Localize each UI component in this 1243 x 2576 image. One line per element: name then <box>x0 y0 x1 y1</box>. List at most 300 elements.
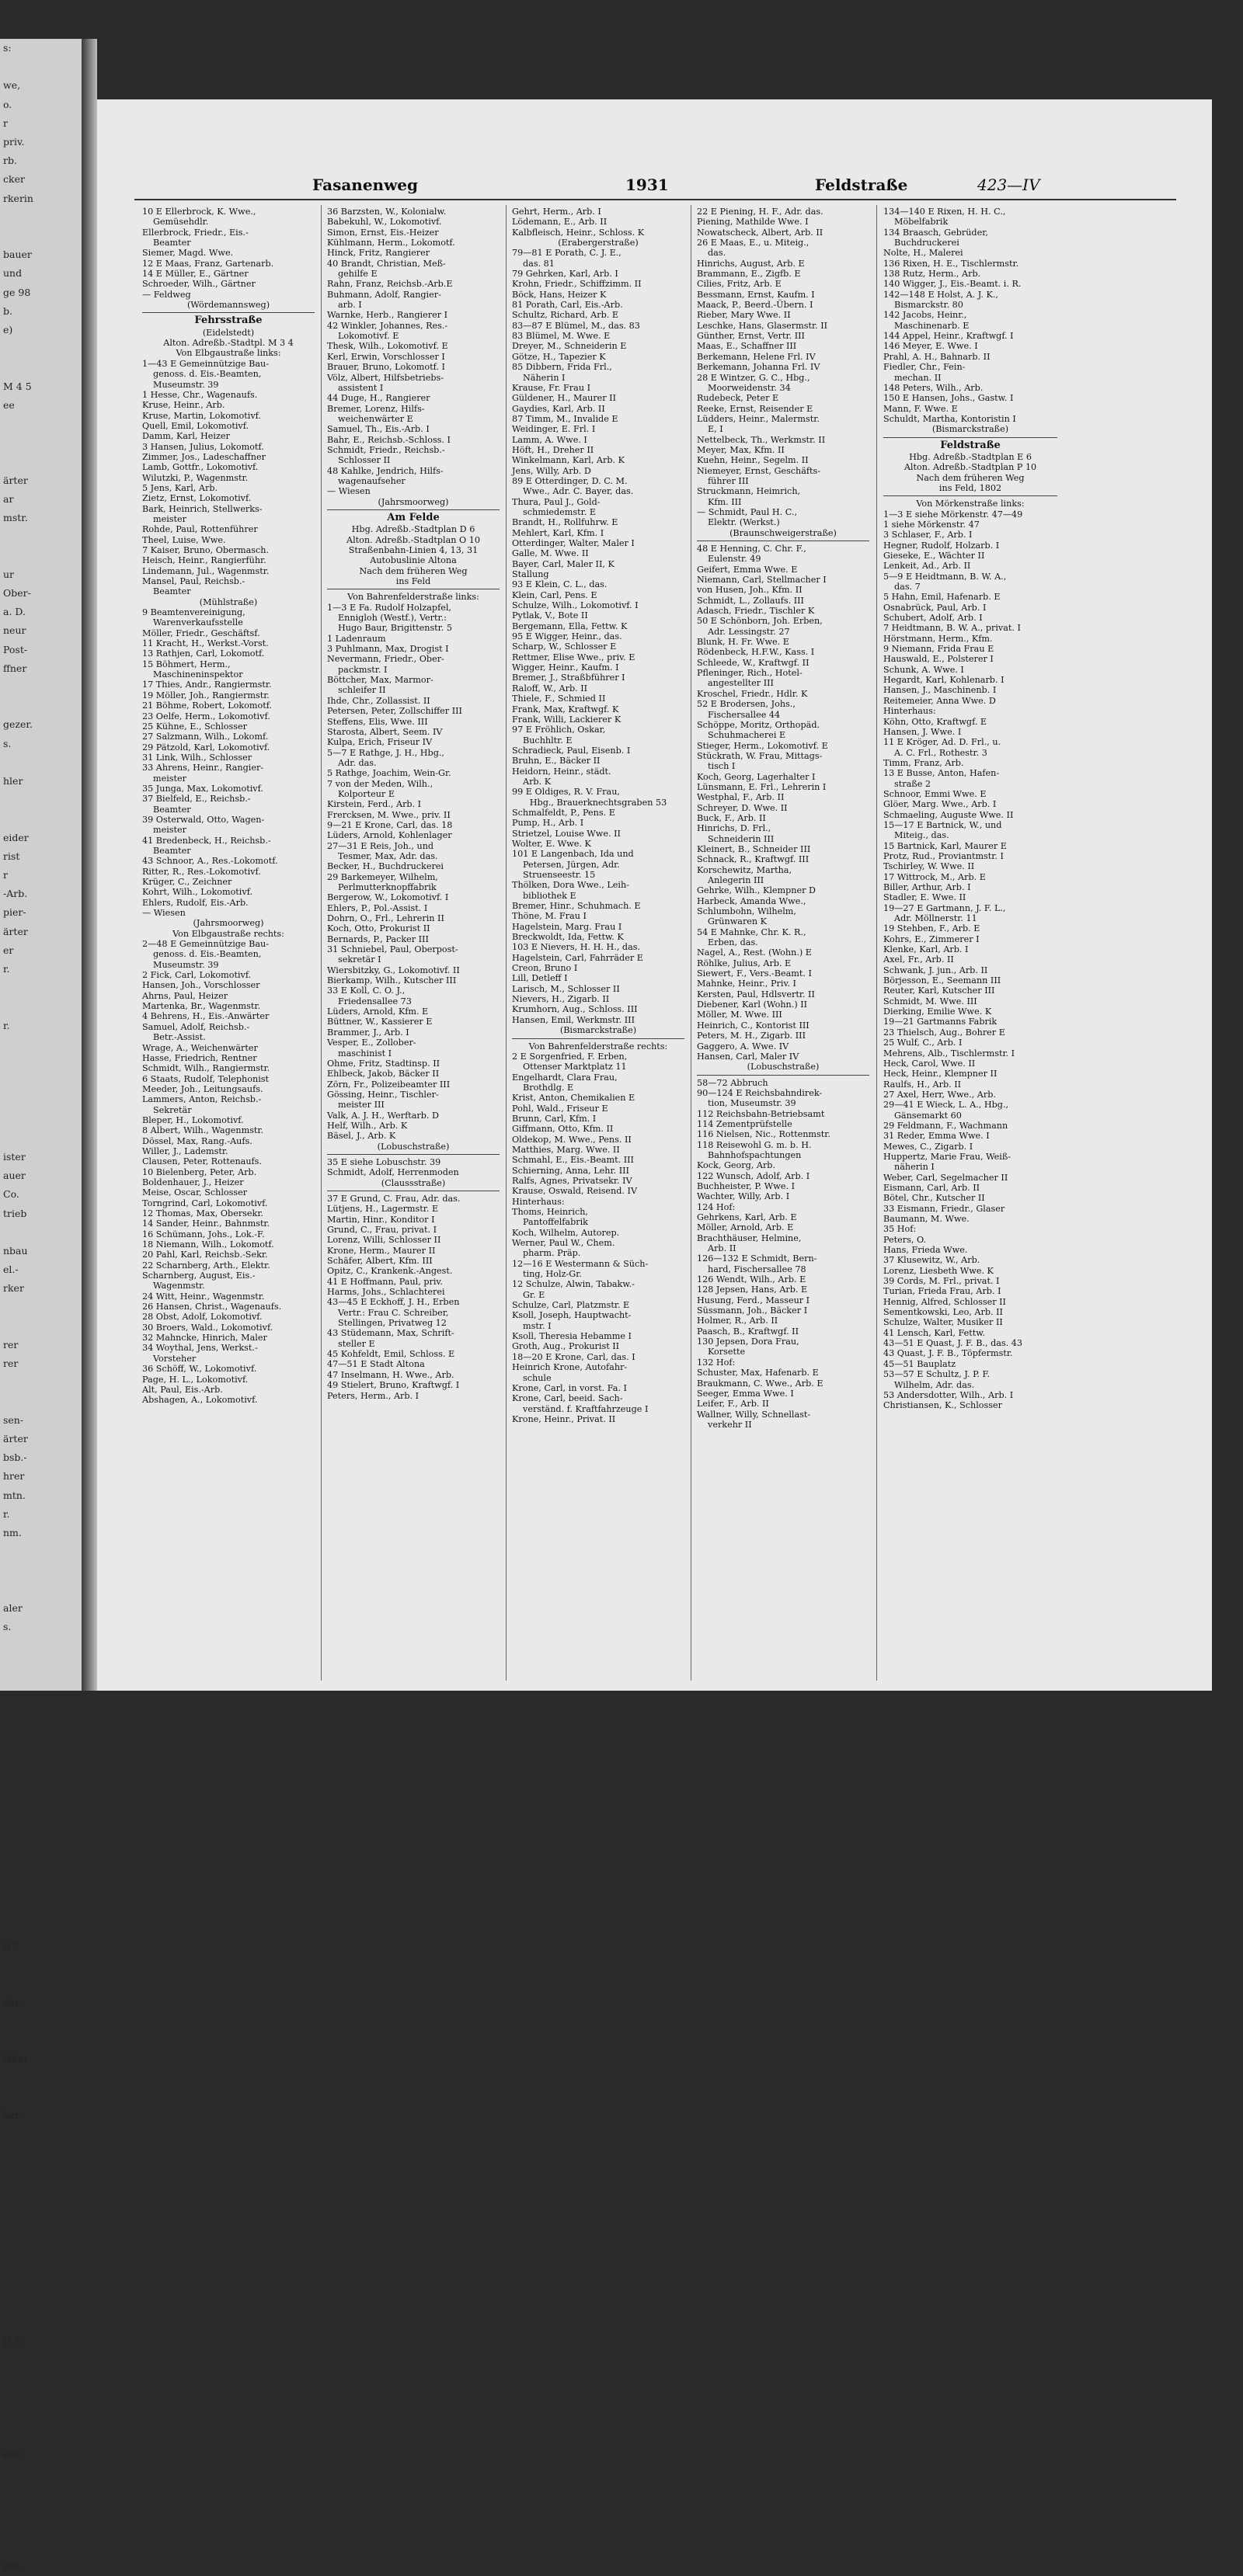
directory-entry: Buhmann, Adolf, Rangier- <box>327 289 441 300</box>
directory-entry: Mahnke, Heinr., Priv. I <box>697 979 796 989</box>
directory-entry: 2 Fick, Carl, Lokomotivf. <box>142 970 252 981</box>
directory-entry: Börjesson, E., Seemann III <box>883 975 1001 986</box>
directory-entry: 118 Reisewohl G. m. b. H. <box>697 1139 812 1150</box>
directory-entry: Becker, H., Buchdruckerei <box>327 861 444 872</box>
directory-entry: Diebener, Karl (Wohn.) II <box>697 999 808 1010</box>
directory-entry: Meise, Oscar, Schlosser <box>142 1187 248 1198</box>
directory-entry: 28 Obst, Adolf, Lokomotivf. <box>142 1312 263 1323</box>
entry-continuation: Arb. II <box>708 1243 736 1254</box>
directory-entry: Valk, A. J. H., Werftarb. D <box>327 1110 439 1121</box>
directory-entry: Koch, Georg, Lagerhalter I <box>697 771 816 782</box>
directory-entry: Frank, Max, Kraftwgf. K <box>512 704 619 714</box>
fragment-line: ge 98 <box>3 286 31 298</box>
directory-entry: Kühlmann, Herm., Lokomotf. <box>327 238 455 249</box>
fragment-line: r. <box>3 962 10 975</box>
entry-continuation: das. 81 <box>523 258 555 269</box>
fragment-line <box>0 678 82 697</box>
directory-entry: 14 Sander, Heinr., Bahnmstr. <box>142 1218 270 1229</box>
directory-entry: 29 Feldmann, F., Wachmann <box>883 1120 1008 1131</box>
fragment-line: B 7 <box>3 1940 20 1952</box>
directory-entry: Zörn, Fr., Polizeibeamter III <box>327 1079 451 1090</box>
fragment-line: r. <box>3 1507 10 1520</box>
directory-entry: Bahr, E., Reichsb.-Schloss. I <box>327 434 451 445</box>
entry-continuation: Kfm. III <box>708 496 742 507</box>
directory-entry: 85 Dibbern, Frida Frl., <box>512 362 612 373</box>
street-note: Alton. Adreßb.-Stadtpl. M 3 4 <box>163 338 294 349</box>
directory-entry: 47—51 E Stadt Altona <box>327 1359 425 1370</box>
directory-entry: 4 Behrens, H., Eis.-Anwärter <box>142 1011 270 1022</box>
fragment-line: rkerin <box>3 192 33 204</box>
fragment-line: ärter <box>3 474 28 486</box>
directory-entry: 81 Porath, Carl, Eis.-Arb. <box>512 300 623 311</box>
directory-entry: Kirstein, Ferd., Arb. I <box>327 799 422 810</box>
directory-entry: Hegner, Rudolf, Holzarb. I <box>883 540 1000 551</box>
directory-entry: 9—21 E Krone, Carl, das. 18 <box>327 819 453 830</box>
fragment-line: ee <box>3 398 15 411</box>
entry-continuation: Stellingen, Privatweg 12 <box>338 1318 447 1329</box>
entry-continuation: Kolporteur E <box>338 788 395 799</box>
fragment-line <box>0 997 82 1016</box>
fragment-line <box>0 2351 82 2369</box>
directory-entry: 134—140 E Rixen, H. H. C., <box>883 207 1006 217</box>
directory-entry: Wigger, Heinr., Kaufm. I <box>512 662 619 673</box>
directory-entry: 30 Broers, Wald., Lokomotivf. <box>142 1322 273 1333</box>
directory-entry: Hagelstein, Carl, Fahrräder E <box>512 952 643 963</box>
fragment-line <box>0 2388 82 2407</box>
fragment-line: ur <box>3 568 15 580</box>
directory-entry: Lüders, Arnold, Kohlenlager <box>327 830 452 841</box>
directory-entry: 19—21 Gartmanns Fabrik <box>883 1017 998 1027</box>
directory-entry: Westphal, F., Arb. II <box>697 792 785 803</box>
directory-entry: 39 Osterwald, Otto, Wagen- <box>142 814 265 825</box>
directory-entry: Axel, Fr., Arb. II <box>883 954 954 965</box>
directory-entry: Schradieck, Paul, Eisenb. I <box>512 745 631 756</box>
directory-entry: Grund, C., Frau, privat. I <box>327 1225 437 1235</box>
directory-entry: Lenkeit, Ad., Arb. II <box>883 561 971 572</box>
directory-entry: Bessmann, Ernst, Kaufm. I <box>697 289 815 300</box>
directory-entry: Kuehn, Heinr., Segelm. II <box>697 455 809 466</box>
directory-entry: Wilutzki, P., Wagenmstr. <box>142 472 249 483</box>
fragment-line: rer <box>3 1339 19 1351</box>
directory-entry: Dreyer, M., Schneiderin E <box>512 341 627 352</box>
directory-entry: 25 Kühne, E., Schlosser <box>142 721 247 732</box>
fragment-line <box>0 358 82 377</box>
directory-entry: Thura, Paul J., Gold- <box>512 496 601 507</box>
directory-entry: Mewes, C., Zigarb. I <box>883 1141 973 1152</box>
directory-entry: 36 Schöff, W., Lokomotivf. <box>142 1364 257 1375</box>
entry-continuation: E, I <box>708 424 723 435</box>
directory-entry: 33 Ahrens, Heinr., Rangier- <box>142 763 264 773</box>
directory-entry: Matthies, Marg. Wwe. II <box>512 1144 620 1155</box>
entry-continuation: Warenverkaufsstelle <box>153 617 243 628</box>
entry-continuation: Friedensallee 73 <box>338 996 412 1006</box>
entry-continuation: arb. I <box>338 300 362 311</box>
street-note: Nach dem früheren Weg <box>916 472 1025 483</box>
directory-entry: Wrage, A., Weichenwärter <box>142 1042 258 1053</box>
directory-entry: 9 Beamtenvereinigung, <box>142 607 245 618</box>
fragment-line <box>0 1749 82 1768</box>
street-heading: Am Felde <box>387 511 440 523</box>
directory-entry: 1—3 E Fa. Rudolf Holzapfel, <box>327 602 451 613</box>
directory-entry: — Wiesen <box>142 908 186 919</box>
directory-entry: 37 Klusewitz, W., Arb. <box>883 1255 980 1266</box>
directory-entry: 142 Jacobs, Heinr., <box>883 310 967 321</box>
directory-entry: Kerl, Erwin, Vorschlosser I <box>327 351 445 362</box>
directory-entry: Ritter, R., Res.-Lokomotivf. <box>142 866 261 877</box>
fragment-line: mstr. <box>3 512 28 524</box>
street-note: (Wördemannsweg) <box>186 300 270 311</box>
directory-entry: 43 Stüdemann, Max, Schrift- <box>327 1328 454 1339</box>
fragment-line <box>0 1730 82 1749</box>
directory-entry: Fiedler, Chr., Fein- <box>883 362 966 373</box>
directory-entry: Bark, Heinrich, Stellwerks- <box>142 503 263 514</box>
fragment-line: ister <box>3 1150 26 1163</box>
directory-entry: 5 Jens, Karl, Arb. <box>142 482 218 493</box>
entry-continuation: verkehr II <box>708 1419 752 1430</box>
fragment-line <box>0 1129 82 1148</box>
directory-entry: 41 E Hoffmann, Paul, priv. <box>327 1276 443 1287</box>
directory-entry: Korschewitz, Martha, <box>697 864 792 875</box>
directory-entry: Schmaeling, Auguste Wwe. II <box>883 809 1014 820</box>
entry-continuation: Sekretär <box>153 1104 192 1115</box>
directory-entry: Lammers, Anton, Reichsb.- <box>142 1094 262 1105</box>
directory-entry: Peters, Herm., Arb. I <box>327 1390 420 1401</box>
street-note: Hbg. Adreßb.-Stadtplan D 6 <box>351 524 475 535</box>
directory-entry: 7 Heidtmann, B. W. A., privat. I <box>883 623 1021 634</box>
directory-entry: Wallner, Willy, Schnellast- <box>697 1409 811 1420</box>
directory-entry: Creon, Bruno I <box>512 963 578 974</box>
entry-continuation: Lokomotivf. E <box>338 331 399 342</box>
fragment-line <box>0 452 82 471</box>
directory-entry: Mehrens, Alb., Tischlermstr. I <box>883 1048 1015 1059</box>
entry-continuation: Gemüsehdlr. <box>153 217 209 228</box>
directory-entry: 12—16 E Westermann & Süch- <box>512 1258 649 1269</box>
directory-entry: Kruse, Martin, Lokomotivf. <box>142 410 261 421</box>
fragment-line: sen- <box>3 1413 24 1426</box>
directory-entry: Brandt, H., Rollfuhrw. E <box>512 517 618 528</box>
directory-entry: Ralfs, Agnes, Privatsekr. IV <box>512 1175 632 1186</box>
directory-entry: Leifer, F., Arb. II <box>697 1399 769 1410</box>
directory-entry: — Wiesen <box>327 486 371 497</box>
entry-continuation: Näherin I <box>523 372 566 383</box>
directory-entry: Bayer, Carl, Maler II, K <box>512 558 615 569</box>
directory-entry: Dössel, Max, Rang.-Aufs. <box>142 1135 252 1146</box>
directory-entry: Gössing, Heinr., Tischler- <box>327 1089 439 1100</box>
directory-entry: Hinterhaus: <box>512 1196 565 1207</box>
directory-entry: Kersten, Paul, Hdlsvertr. II <box>697 989 815 999</box>
directory-entry: Martin, Hinr., Konditor I <box>327 1214 435 1225</box>
header-page-number: 423—IV <box>977 176 1040 194</box>
directory-entry: 37 E Grund, C. Frau, Adr. das. <box>327 1193 461 1204</box>
directory-entry: 2—48 E Gemeinnützige Bau- <box>142 939 269 950</box>
directory-entry: Turian, Frieda Frau, Arb. I <box>883 1286 1001 1297</box>
directory-entry: Ahrns, Paul, Heizer <box>142 990 228 1001</box>
directory-entry: Frercksen, M. Wwe., priv. II <box>327 809 451 820</box>
directory-entry: Werner, Paul W., Chem. <box>512 1238 615 1249</box>
directory-page <box>97 99 1212 1691</box>
fragment-line <box>0 1975 82 1994</box>
directory-entry: Bernards, P., Packer III <box>327 933 429 944</box>
column-4 <box>697 207 869 1682</box>
directory-entry: 116 Nielsen, Nic., Rottenmstr. <box>697 1129 830 1140</box>
directory-entry: Starosta, Albert, Seem. IV <box>327 726 443 737</box>
directory-entry: Krone, Carl, beeid. Sach- <box>512 1393 623 1404</box>
directory-entry: Schmidt, Adolf, Herrenmoden <box>327 1167 459 1178</box>
fragment-line: s: <box>3 42 12 54</box>
section-rule <box>327 1154 500 1155</box>
entry-continuation: Betr.-Assist. <box>153 1032 206 1043</box>
directory-entry: 19 Stehben, F., Arb. E <box>883 923 980 934</box>
column-1 <box>142 207 315 1682</box>
directory-entry: Krüger, C., Zeichner <box>142 877 232 887</box>
directory-entry: 58—72 Abbruch <box>697 1077 768 1088</box>
street-note: (Jahrsmoorweg) <box>193 918 264 929</box>
directory-entry: Berkemann, Helene Frl. IV <box>697 351 816 362</box>
entry-continuation: Beamter <box>153 845 191 856</box>
fragment-line: Post- <box>3 643 28 655</box>
directory-entry: 79—81 E Porath, C. J. E., <box>512 248 622 259</box>
fragment-line: trieb <box>3 1207 27 1219</box>
directory-entry: Bremer, J., Straßbführer I <box>512 673 625 683</box>
entry-continuation: bibliothek E <box>523 890 576 901</box>
fragment-line <box>0 1317 82 1336</box>
fragment-line: rker <box>3 1282 24 1295</box>
directory-entry: Leschke, Hans, Glasermstr. II <box>697 320 828 331</box>
directory-entry: Heinrich, C., Kontorist III <box>697 1020 810 1031</box>
entry-continuation: schmiedemstr. E <box>523 506 597 517</box>
header-street-to: Feldstraße <box>815 176 908 194</box>
directory-entry: 99 E Oldiges, R. V. Frau, <box>512 787 620 798</box>
directory-entry: Brunn, Carl, Kfm. I <box>512 1113 597 1124</box>
entry-continuation: genoss. d. Eis.-Beamten, <box>153 369 262 380</box>
directory-entry: 10 E Ellerbrock, K. Wwe., <box>142 207 256 217</box>
directory-entry: Thöne, M. Frau I <box>512 911 587 922</box>
fragment-line: Ober- <box>3 586 31 599</box>
header-rule <box>134 199 1176 200</box>
street-note: Von Elbgaustraße rechts: <box>172 928 284 939</box>
directory-entry: 128 Jepsen, Hans, Arb. E <box>697 1285 808 1295</box>
directory-entry: Rieber, Mary Wwe. II <box>697 310 791 321</box>
fragment-line <box>0 1712 82 1730</box>
fragment-line <box>0 527 82 546</box>
directory-entry: Köhn, Otto, Kraftwgf. E <box>883 716 987 727</box>
directory-entry: Gieseke, E., Wächter II <box>883 551 985 561</box>
directory-entry: Schnack, R., Kraftwgf. III <box>697 854 810 865</box>
directory-entry: 5—9 E Heidtmann, B. W. A., <box>883 571 1007 582</box>
directory-entry: 44 Duge, H., Rangierer <box>327 393 430 404</box>
directory-entry: Cilies, Fritz, Arb. E <box>697 279 782 290</box>
directory-entry: 45—51 Bauplatz <box>883 1358 956 1369</box>
directory-entry: Dierking, Emilie Wwe. K <box>883 1006 992 1017</box>
directory-entry: 39 Cords, M. Frl., privat. I <box>883 1276 1000 1287</box>
directory-entry: 83—87 E Blümel, M., das. 83 <box>512 320 640 331</box>
directory-entry: Bötel, Chr., Kutscher II <box>883 1193 985 1204</box>
directory-entry: 15 Bartnick, Karl, Maurer E <box>883 840 1007 851</box>
directory-entry: Oldekop, M. Wwe., Pens. II <box>512 1134 632 1145</box>
directory-entry: 12 Schulze, Alwin, Tabakw.- <box>512 1279 635 1290</box>
entry-continuation: Grünwaren K <box>708 916 768 927</box>
entry-continuation: Moorweidenstr. 34 <box>708 382 791 393</box>
directory-entry: Strietzel, Louise Wwe. II <box>512 828 621 839</box>
directory-entry: Lamb, Gottfr., Lokomotivf. <box>142 462 259 473</box>
entry-continuation: Bahnhofspachtungen <box>708 1149 802 1160</box>
fragment-line <box>0 1392 82 1411</box>
fragment-line <box>0 2012 82 2031</box>
directory-entry: Nowatscheck, Albert, Arb. II <box>697 227 823 238</box>
directory-entry: 27 Axel, Herr, Wwe., Arb. <box>883 1089 996 1100</box>
directory-entry: 101 E Langenbach, Ida und <box>512 849 634 860</box>
street-note: Alton. Adreßb.-Stadtplan O 10 <box>346 534 480 545</box>
fragment-line: priv. <box>3 136 25 148</box>
directory-entry: Niemeyer, Ernst, Geschäfts- <box>697 465 821 476</box>
fragment-line: D 5 <box>3 2334 20 2347</box>
street-note: (Jahrsmoorweg) <box>378 496 449 507</box>
street-note: Von Bahrenfelderstraße links: <box>347 592 479 603</box>
fragment-line: e) <box>3 324 13 336</box>
directory-entry: Clausen, Peter, Rottenaufs. <box>142 1156 262 1167</box>
directory-entry: Lorenz, Liesbeth Wwe. K <box>883 1265 994 1276</box>
entry-continuation: hard, Fischersallee 78 <box>708 1264 806 1274</box>
directory-entry: 53 Andersdotter, Wilh., Arb. I <box>883 1389 1014 1400</box>
directory-entry: 43—51 E Quast, J. F. B., das. 43 <box>883 1338 1023 1349</box>
directory-entry: 95 E Wigger, Heinr., das. <box>512 631 622 642</box>
directory-entry: 36 Barzsten, W., Kolonialw. <box>327 207 447 217</box>
section-rule <box>142 312 315 313</box>
directory-entry: Galle, M. Wwe. II <box>512 548 589 559</box>
directory-entry: 1 Hesse, Chr., Wagenaufs. <box>142 389 258 400</box>
directory-entry: Thesk, Wilh., Lokomotivf. E <box>327 341 448 352</box>
directory-entry: 15 Böhmert, Herm., <box>142 659 231 669</box>
directory-entry: Nettelbeck, Th., Werkmstr. II <box>697 434 826 445</box>
entry-continuation: wagenaufseher <box>338 475 406 486</box>
entry-continuation: Schneiderin III <box>708 833 775 844</box>
entry-continuation: A. C. Frl., Rothestr. 3 <box>894 747 987 758</box>
directory-entry: 12 Thomas, Max, Obersekr. <box>142 1208 263 1218</box>
fragment-line <box>0 1918 82 1937</box>
directory-entry: Pytlak, V., Bote II <box>512 610 588 621</box>
directory-entry: Böck, Hans, Heizer K <box>512 289 607 300</box>
street-note: (Bismarckstraße) <box>931 424 1009 435</box>
directory-entry: Samuel, Th., Eis.-Arb. I <box>327 424 430 435</box>
directory-entry: Schleede, W., Kraftwgf. II <box>697 657 810 668</box>
fragment-line <box>0 208 82 227</box>
fragment-line <box>0 2144 82 2163</box>
fragment-line <box>0 1693 82 1712</box>
directory-entry: Kohrt, Wilh., Lokomotivf. <box>142 887 253 898</box>
directory-entry: 9 Niemann, Frida Frau E <box>883 644 994 655</box>
fragment-line <box>0 791 82 809</box>
entry-continuation: Buchhltr. E <box>523 735 573 746</box>
directory-entry: Hans, Frieda Wwe. <box>883 1245 968 1256</box>
directory-entry: Schmidt, L., Zollaufs. III <box>697 595 804 606</box>
directory-entry: 27 Salzmann, Wilh., Lokomf. <box>142 732 269 742</box>
fragment-line <box>0 2407 82 2426</box>
street-note: Straßenbahn-Linien 4, 13, 31 <box>348 545 479 555</box>
entry-continuation: Petersen, Jürgen, Adr. <box>523 859 620 870</box>
entry-continuation: Arb. K <box>523 776 552 787</box>
directory-entry: Niemann, Carl, Stellmacher I <box>697 575 827 586</box>
directory-entry: Braukmann, C. Wwe., Arb. E <box>697 1378 823 1389</box>
entry-continuation: Museumstr. 39 <box>153 379 219 390</box>
fragment-line <box>0 2314 82 2332</box>
directory-entry: 5—7 E Rathge, J. H., Hbg., <box>327 747 444 758</box>
directory-entry: — Feldweg <box>142 289 191 300</box>
entry-continuation: Wagenmstr. <box>153 1281 205 1291</box>
directory-entry: Peters, M. H., Zigarb. III <box>697 1031 806 1041</box>
entry-continuation: Tesmer, Max, Adr. das. <box>338 850 438 861</box>
entry-continuation: assistent I <box>338 382 384 393</box>
entry-continuation: Museumstr. 39 <box>153 959 219 970</box>
entry-continuation: Beamter <box>153 238 191 249</box>
entry-continuation: schleifer II <box>338 685 386 696</box>
directory-entry: Raloff, W., Arb. II <box>512 683 588 694</box>
fragment-line: hler <box>3 774 23 787</box>
directory-entry: Schultz, Richard, Arb. E <box>512 310 619 321</box>
fragment-line: arb. <box>3 2448 23 2460</box>
fragment-line <box>0 1111 82 1129</box>
directory-entry: Glöer, Marg. Wwe., Arb. I <box>883 799 997 810</box>
directory-entry: Reitemeier, Anna Wwe. D <box>883 695 996 706</box>
directory-entry: 17 Wittrock, M., Arb. E <box>883 871 986 882</box>
directory-entry: Schuster, Max, Hafenarb. E <box>697 1368 819 1378</box>
book-gutter <box>82 39 97 1691</box>
directory-entry: Hinrichs, D. Frl., <box>697 823 771 834</box>
directory-entry: Zimmer, Jos., Ladeschaffner <box>142 451 266 462</box>
fragment-line <box>0 57 82 76</box>
directory-entry: 122 Wunsch, Adolf, Arb. I <box>697 1170 810 1181</box>
directory-entry: Schierning, Anna, Lehr. III <box>512 1165 629 1176</box>
directory-entry: Sementkowski, Leo, Arb. II <box>883 1307 1003 1318</box>
directory-entry: Hagelstein, Marg. Frau I <box>512 921 622 932</box>
directory-entry: Gehrke, Wilh., Klempner D <box>697 885 816 896</box>
directory-entry: Otterdinger, Walter, Maler I <box>512 538 635 548</box>
directory-entry: 112 Reichsbahn-Betriebsamt <box>697 1108 825 1119</box>
directory-entry: Möller, Arnold, Arb. E <box>697 1222 794 1233</box>
entry-continuation: Vertr.: Frau C. Schreiber, <box>338 1307 449 1318</box>
fragment-line <box>0 2501 82 2520</box>
directory-entry: 43—45 E Eckhoff, J. H., Erben <box>327 1297 460 1308</box>
entry-continuation: schule <box>523 1372 552 1383</box>
fragment-line: arb. <box>3 2560 23 2573</box>
fragment-line <box>0 1298 82 1317</box>
directory-entry: 43 Quast, J. F. B., Töpfermstr. <box>883 1348 1013 1359</box>
directory-entry: Bremer, Lorenz, Hilfs- <box>327 403 425 414</box>
fragment-line: ffner <box>3 662 27 674</box>
directory-entry: Brammann, E., Zigfb. E <box>697 269 801 280</box>
directory-entry: Thoms, Heinrich, <box>512 1207 588 1217</box>
entry-continuation: meister <box>153 773 187 784</box>
directory-entry: Rudebeck, Peter E <box>697 393 779 404</box>
directory-entry: Blunk, H. Fr. Wwe. E <box>697 637 789 648</box>
street-note: (Lobuschstraße) <box>377 1141 450 1152</box>
directory-entry: Möller, M. Wwe. III <box>697 1010 782 1020</box>
directory-entry: Ellerbrock, Friedr., Eis.- <box>142 227 249 238</box>
entry-continuation: Wwe., Adr. C. Bayer, das. <box>523 486 634 497</box>
directory-entry: Wachter, Willy, Arb. I <box>697 1191 790 1202</box>
entry-continuation: Pantoffelfabrik <box>523 1217 588 1228</box>
entry-continuation: führer III <box>708 475 749 486</box>
directory-entry: 29 Pätzold, Karl, Lokomotivf. <box>142 742 270 753</box>
fragment-line: und <box>3 267 23 280</box>
directory-entry: 6 Staats, Rudolf, Telephonist <box>142 1073 270 1084</box>
directory-entry: Protz, Rud., Proviantmstr. I <box>883 850 1004 861</box>
entry-continuation: sekretär I <box>338 954 381 965</box>
directory-entry: Ksoll, Joseph, Hauptwacht- <box>512 1310 632 1321</box>
directory-entry: Weber, Carl, Segelmacher II <box>883 1172 1008 1183</box>
directory-entry: Christiansen, K., Schlosser <box>883 1400 1002 1411</box>
directory-entry: 146 Meyer, E. Wwe. I <box>883 341 978 352</box>
street-heading: Feldstraße <box>940 439 1001 451</box>
